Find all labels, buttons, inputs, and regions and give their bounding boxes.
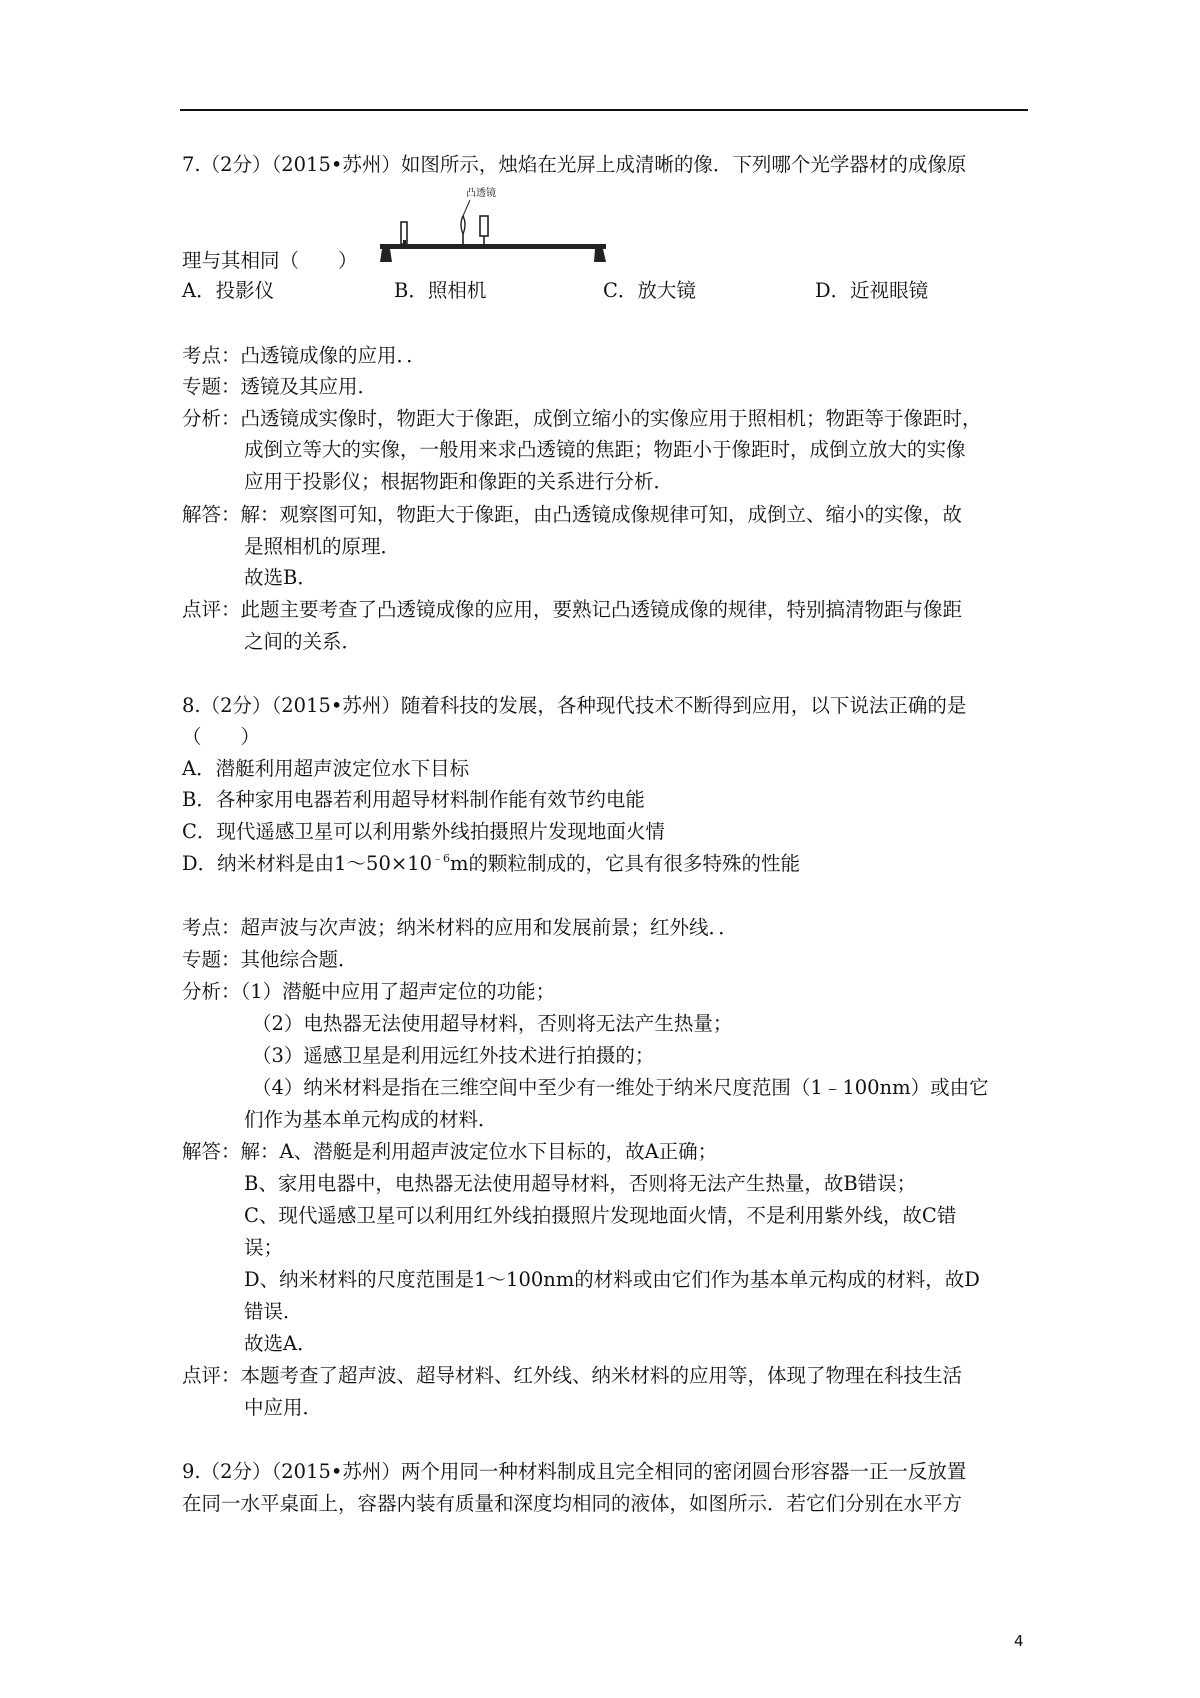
q7-options-row: [182, 279, 1082, 303]
q8-jieda-line3: C、现代遥感卫星可以利用红外线拍摄照片发现地面火情，不是利用紫外线，故C错: [244, 1204, 957, 1227]
q8-jieda-label: 解答：: [182, 1140, 241, 1163]
q8-option-c: C．现代遥感卫星可以利用紫外线拍摄照片发现地面火情: [182, 820, 665, 843]
q7-optical-bench-figure: [378, 176, 608, 268]
q8-jieda-line4: 误；: [244, 1236, 284, 1259]
q7-fenxi-label: 分析：: [182, 407, 241, 430]
q9-stem-line1: 9.（2分）（2015•苏州）两个用同一种材料制成且完全相同的密闭圆台形容器一正一反放置: [182, 1460, 967, 1483]
q8-fenxi-line3: （3）遥感卫星是利用远红外技术进行拍摄的；: [252, 1044, 655, 1067]
q8-zhuanti-label: 专题：: [182, 948, 241, 971]
q8-stem-line1: 8.（2分）（2015•苏州）随着科技的发展，各种现代技术不断得到应用，以下说法正确的是: [182, 694, 967, 717]
q7-option-a: A．投影仪: [182, 279, 275, 302]
q7-option-d: D．近视眼镜: [815, 279, 929, 302]
q7-stem-line2: 理与其相同（ ）: [182, 249, 358, 272]
q8-option-d-pre: D．纳米材料是由1～50×10: [182, 852, 433, 875]
q8-option-d-exponent: ﹣6: [432, 852, 451, 865]
q8-option-a: A．潜艇利用超声波定位水下目标: [182, 757, 470, 780]
q8-jieda: [182, 1140, 717, 1164]
q7-zhuanti: [182, 375, 377, 399]
q7-option-b: B．照相机: [394, 279, 487, 302]
q8-jieda-line6: 错误．: [244, 1300, 303, 1323]
q7-fenxi-line3: 应用于投影仪；根据物距和像距的关系进行分析．: [244, 470, 674, 493]
q8-jieda-line1: 解：A、潜艇是利用超声波定位水下目标的，故A正确；: [240, 1140, 718, 1163]
q7-kaodian: [182, 344, 426, 368]
q8-kaodian-label: 考点：: [182, 916, 241, 939]
q8-fenxi-line5: 们作为基本单元构成的材料．: [244, 1108, 498, 1131]
q8-fenxi-line2: （2）电热器无法使用超导材料，否则将无法产生热量；: [252, 1012, 733, 1035]
q7-fenxi-line1: 凸透镜成实像时，物距大于像距，成倒立缩小的实像应用于照相机；物距等于像距时，: [240, 407, 982, 430]
q8-jieda-line2: B、家用电器中，电热器无法使用超导材料，否则将无法产生热量，故B错误；: [244, 1172, 917, 1195]
page-number: 4: [1014, 1632, 1024, 1650]
q7-dianping-line2: 之间的关系．: [244, 630, 362, 653]
q8-dianping-line2: 中应用．: [244, 1396, 323, 1419]
q8-option-d: [182, 852, 800, 876]
q8-dianping-label: 点评：: [182, 1364, 241, 1387]
q7-kaodian-label: 考点：: [182, 344, 241, 367]
q8-fenxi-line1: （1）潜艇中应用了超声定位的功能；: [240, 980, 556, 1003]
q7-jieda: [182, 503, 962, 527]
q9-stem-line2: 在同一水平桌面上，容器内装有质量和深度均相同的液体，如图所示．若它们分别在水平方: [182, 1492, 963, 1515]
q8-zhuanti: [182, 948, 358, 972]
q8-stem-line2: （ ）: [182, 725, 261, 748]
q8-dianping: [182, 1364, 962, 1388]
q7-dianping-line1: 此题主要考查了凸透镜成像的应用，要熟记凸透镜成像的规律，特别搞清物距与像距: [240, 598, 963, 621]
q7-jieda-line1: 解：观察图可知，物距大于像距，由凸透镜成像规律可知，成倒立、缩小的实像，故: [240, 503, 963, 526]
header-rule: [180, 109, 1028, 111]
q7-zhuanti-text: 透镜及其应用．: [240, 375, 378, 398]
q7-dianping: [182, 598, 962, 622]
q8-jieda-line7: 故选A．: [244, 1332, 317, 1355]
q7-jieda-line3: 故选B．: [244, 566, 317, 589]
q8-kaodian-text: 超声波与次声波；纳米材料的应用和发展前景；红外线．．: [240, 916, 738, 939]
q7-kaodian-text: 凸透镜成像的应用．．: [240, 344, 426, 367]
q7-stem-line1: 7.（2分）（2015•苏州）如图所示，烛焰在光屏上成清晰的像．下列哪个光学器材的成像原: [182, 153, 967, 176]
q8-option-d-post: m的颗粒制成的，它具有很多特殊的性能: [450, 852, 801, 875]
q7-jieda-line2: 是照相机的原理．: [244, 535, 401, 558]
q7-jieda-label: 解答：: [182, 503, 241, 526]
q7-dianping-label: 点评：: [182, 598, 241, 621]
q8-fenxi: [182, 980, 555, 1004]
q8-zhuanti-text: 其他综合题．: [240, 948, 358, 971]
q7-figure-lens-label: 凸透镜: [466, 188, 496, 199]
q7-fenxi: [182, 407, 982, 431]
q8-dianping-line1: 本题考查了超声波、超导材料、红外线、纳米材料的应用等，体现了物理在科技生活: [240, 1364, 963, 1387]
q8-option-b: B．各种家用电器若利用超导材料制作能有效节约电能: [182, 788, 645, 811]
q8-kaodian: [182, 916, 738, 940]
q8-jieda-line5: D、纳米材料的尺度范围是1～100nm的材料或由它们作为基本单元构成的材料，故D: [244, 1268, 980, 1291]
q8-fenxi-label: 分析：: [182, 980, 241, 1003]
q7-option-c: C．放大镜: [603, 279, 696, 302]
q8-fenxi-line4: （4）纳米材料是指在三维空间中至少有一维处于纳米尺度范围（1﹣100nm）或由它: [252, 1076, 989, 1099]
q7-zhuanti-label: 专题：: [182, 375, 241, 398]
q7-fenxi-line2: 成倒立等大的实像，一般用来求凸透镜的焦距；物距小于像距时，成倒立放大的实像: [244, 438, 966, 461]
